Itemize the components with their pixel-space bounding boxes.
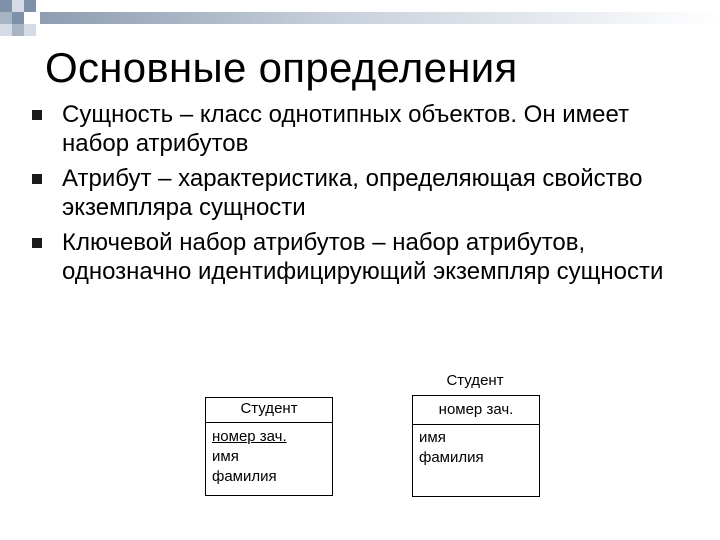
slide-title: Основные определения (45, 44, 518, 91)
entity-attributes (206, 423, 332, 487)
square-bullet-icon (32, 110, 42, 120)
attribute: фамилия (419, 449, 484, 466)
key-attribute: номер зач. (212, 428, 287, 445)
entity-attributes (413, 425, 539, 468)
entity-caption: Студент (446, 372, 504, 389)
decor-square (12, 12, 24, 24)
attribute: фамилия (212, 468, 277, 485)
decor-gradient-bar (40, 12, 720, 24)
bullet-text: Сущность – класс однотипных объектов. Он имеет набор атрибутов (62, 101, 630, 157)
decor-square (12, 24, 24, 36)
decor-square (24, 0, 36, 12)
bullet-list (30, 100, 680, 292)
bullet-item (30, 228, 680, 286)
entity-box-student (205, 397, 333, 496)
bullet-text: Ключевой набор атрибутов – набор атрибутов, однозначно идентифицирующий экземпляр сущности (62, 229, 664, 285)
decor-square (12, 0, 24, 12)
attribute: имя (419, 429, 446, 446)
entity-name: Студент (240, 400, 298, 417)
decor-square (0, 0, 12, 12)
decor-square (0, 12, 12, 24)
decorative-header (0, 0, 720, 48)
bullet-text: Атрибут – характеристика, определяющая свойство экземпляра сущности (62, 165, 643, 221)
attribute: имя (212, 448, 239, 465)
entity-box-student-alt (412, 395, 540, 497)
decor-square (0, 24, 12, 36)
decor-square (24, 24, 36, 36)
bullet-item (30, 164, 680, 222)
key-attribute: номер зач. (438, 401, 514, 418)
square-bullet-icon (32, 238, 42, 248)
square-bullet-icon (32, 174, 42, 184)
bullet-item (30, 100, 680, 158)
